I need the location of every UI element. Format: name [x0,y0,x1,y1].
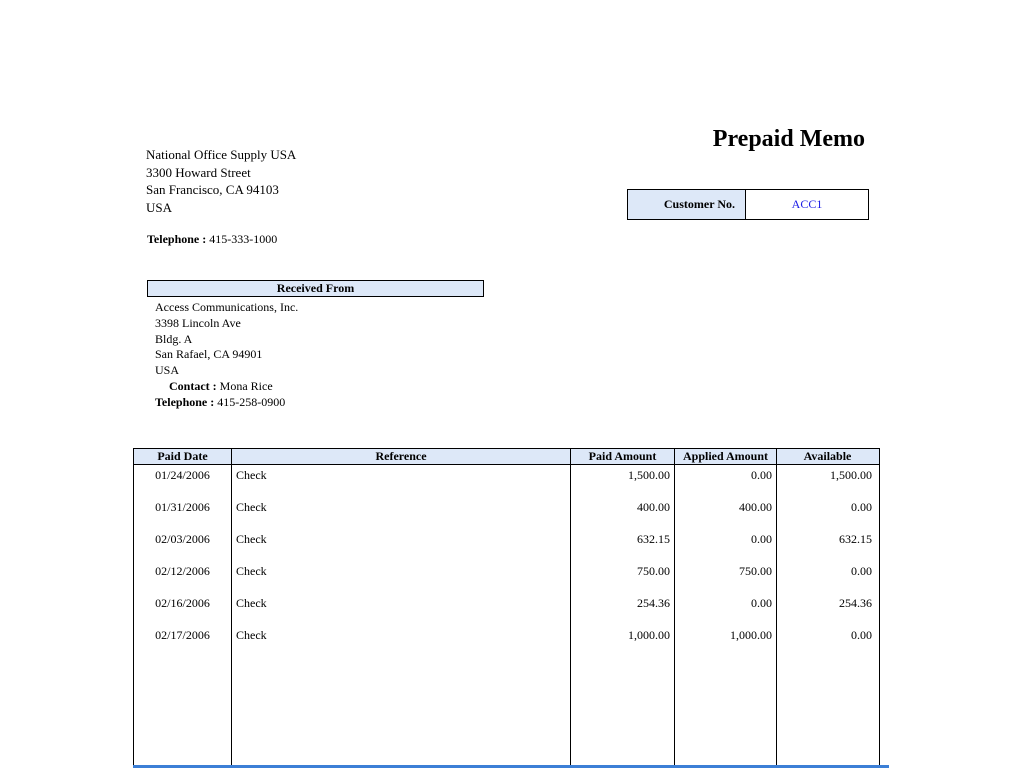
header-reference: Reference [375,449,427,463]
reference-cell: Check [236,564,267,578]
table-row[interactable] [134,531,879,547]
table-row[interactable] [134,627,879,643]
table-row[interactable] [134,467,879,483]
paid-date-cell: 01/31/2006 [155,500,210,514]
paid-amount-cell: 1,500.00 [628,468,670,482]
applied-amount-cell: 0.00 [751,596,772,610]
received-from-building: Bldg. A [155,331,193,346]
paid-date-cell: 02/17/2006 [155,628,210,642]
paid-amount-cell: 254.36 [637,596,670,610]
table-row[interactable] [134,595,879,611]
table-row[interactable] [134,563,879,579]
document-title: Prepaid Memo [712,126,865,152]
reference-cell: Check [236,500,267,514]
available-cell: 1,500.00 [830,468,872,482]
company-country: USA [146,199,173,215]
company-telephone [147,232,277,247]
received-from-telephone [155,395,298,411]
reference-cell: Check [236,532,267,546]
available-cell: 0.00 [851,628,872,642]
payments-table [133,448,880,766]
paid-amount-cell: 1,000.00 [628,628,670,642]
received-from-country: USA [155,363,180,378]
company-address [146,146,296,216]
company-street: 3300 Howard Street [146,164,251,180]
received-from-name: Access Communications, Inc. [155,300,299,314]
paid-amount-cell: 632.15 [637,532,670,546]
paid-date-cell: 02/12/2006 [155,564,210,578]
received-from-city: San Rafael, CA 94901 [155,347,263,362]
contact-label: Contact : [169,378,217,393]
available-cell: 0.00 [851,564,872,578]
table-row[interactable] [134,499,879,515]
received-from-address [155,300,298,411]
paid-date-cell: 02/16/2006 [155,596,210,610]
received-telephone-value: 415-258-0900 [217,394,286,409]
received-from-contact [155,379,298,395]
company-name: National Office Supply USA [146,147,297,162]
paid-date-cell: 02/03/2006 [155,532,210,546]
header-paid-amount: Paid Amount [588,449,657,463]
contact-value: Mona Rice [219,378,273,393]
applied-amount-cell: 0.00 [751,532,772,546]
applied-amount-cell: 750.00 [739,564,772,578]
applied-amount-cell: 400.00 [739,500,772,514]
company-telephone-value: 415-333-1000 [209,232,278,246]
company-telephone-label: Telephone : [147,232,207,246]
table-header [134,448,879,465]
available-cell: 632.15 [839,532,872,546]
paid-amount-cell: 750.00 [637,564,670,578]
reference-cell: Check [236,468,267,482]
reference-cell: Check [236,596,267,610]
applied-amount-cell: 0.00 [751,468,772,482]
header-available: Available [803,449,852,463]
available-cell: 254.36 [839,596,872,610]
customer-number-box [627,189,869,220]
paid-date-cell: 01/24/2006 [155,468,210,482]
applied-amount-cell: 1,000.00 [730,628,772,642]
customer-number-label: Customer No. [628,190,746,219]
company-city: San Francisco, CA 94103 [146,182,279,197]
received-from-street: 3398 Lincoln Ave [155,315,241,330]
header-applied-amount: Applied Amount [682,449,769,463]
received-telephone-label: Telephone : [155,394,215,409]
reference-cell: Check [236,628,267,642]
customer-number-value[interactable]: ACC1 [791,197,823,211]
available-cell: 0.00 [851,500,872,514]
header-paid-date: Paid Date [157,449,208,463]
paid-amount-cell: 400.00 [637,500,670,514]
received-from-heading: Received From [147,280,484,297]
